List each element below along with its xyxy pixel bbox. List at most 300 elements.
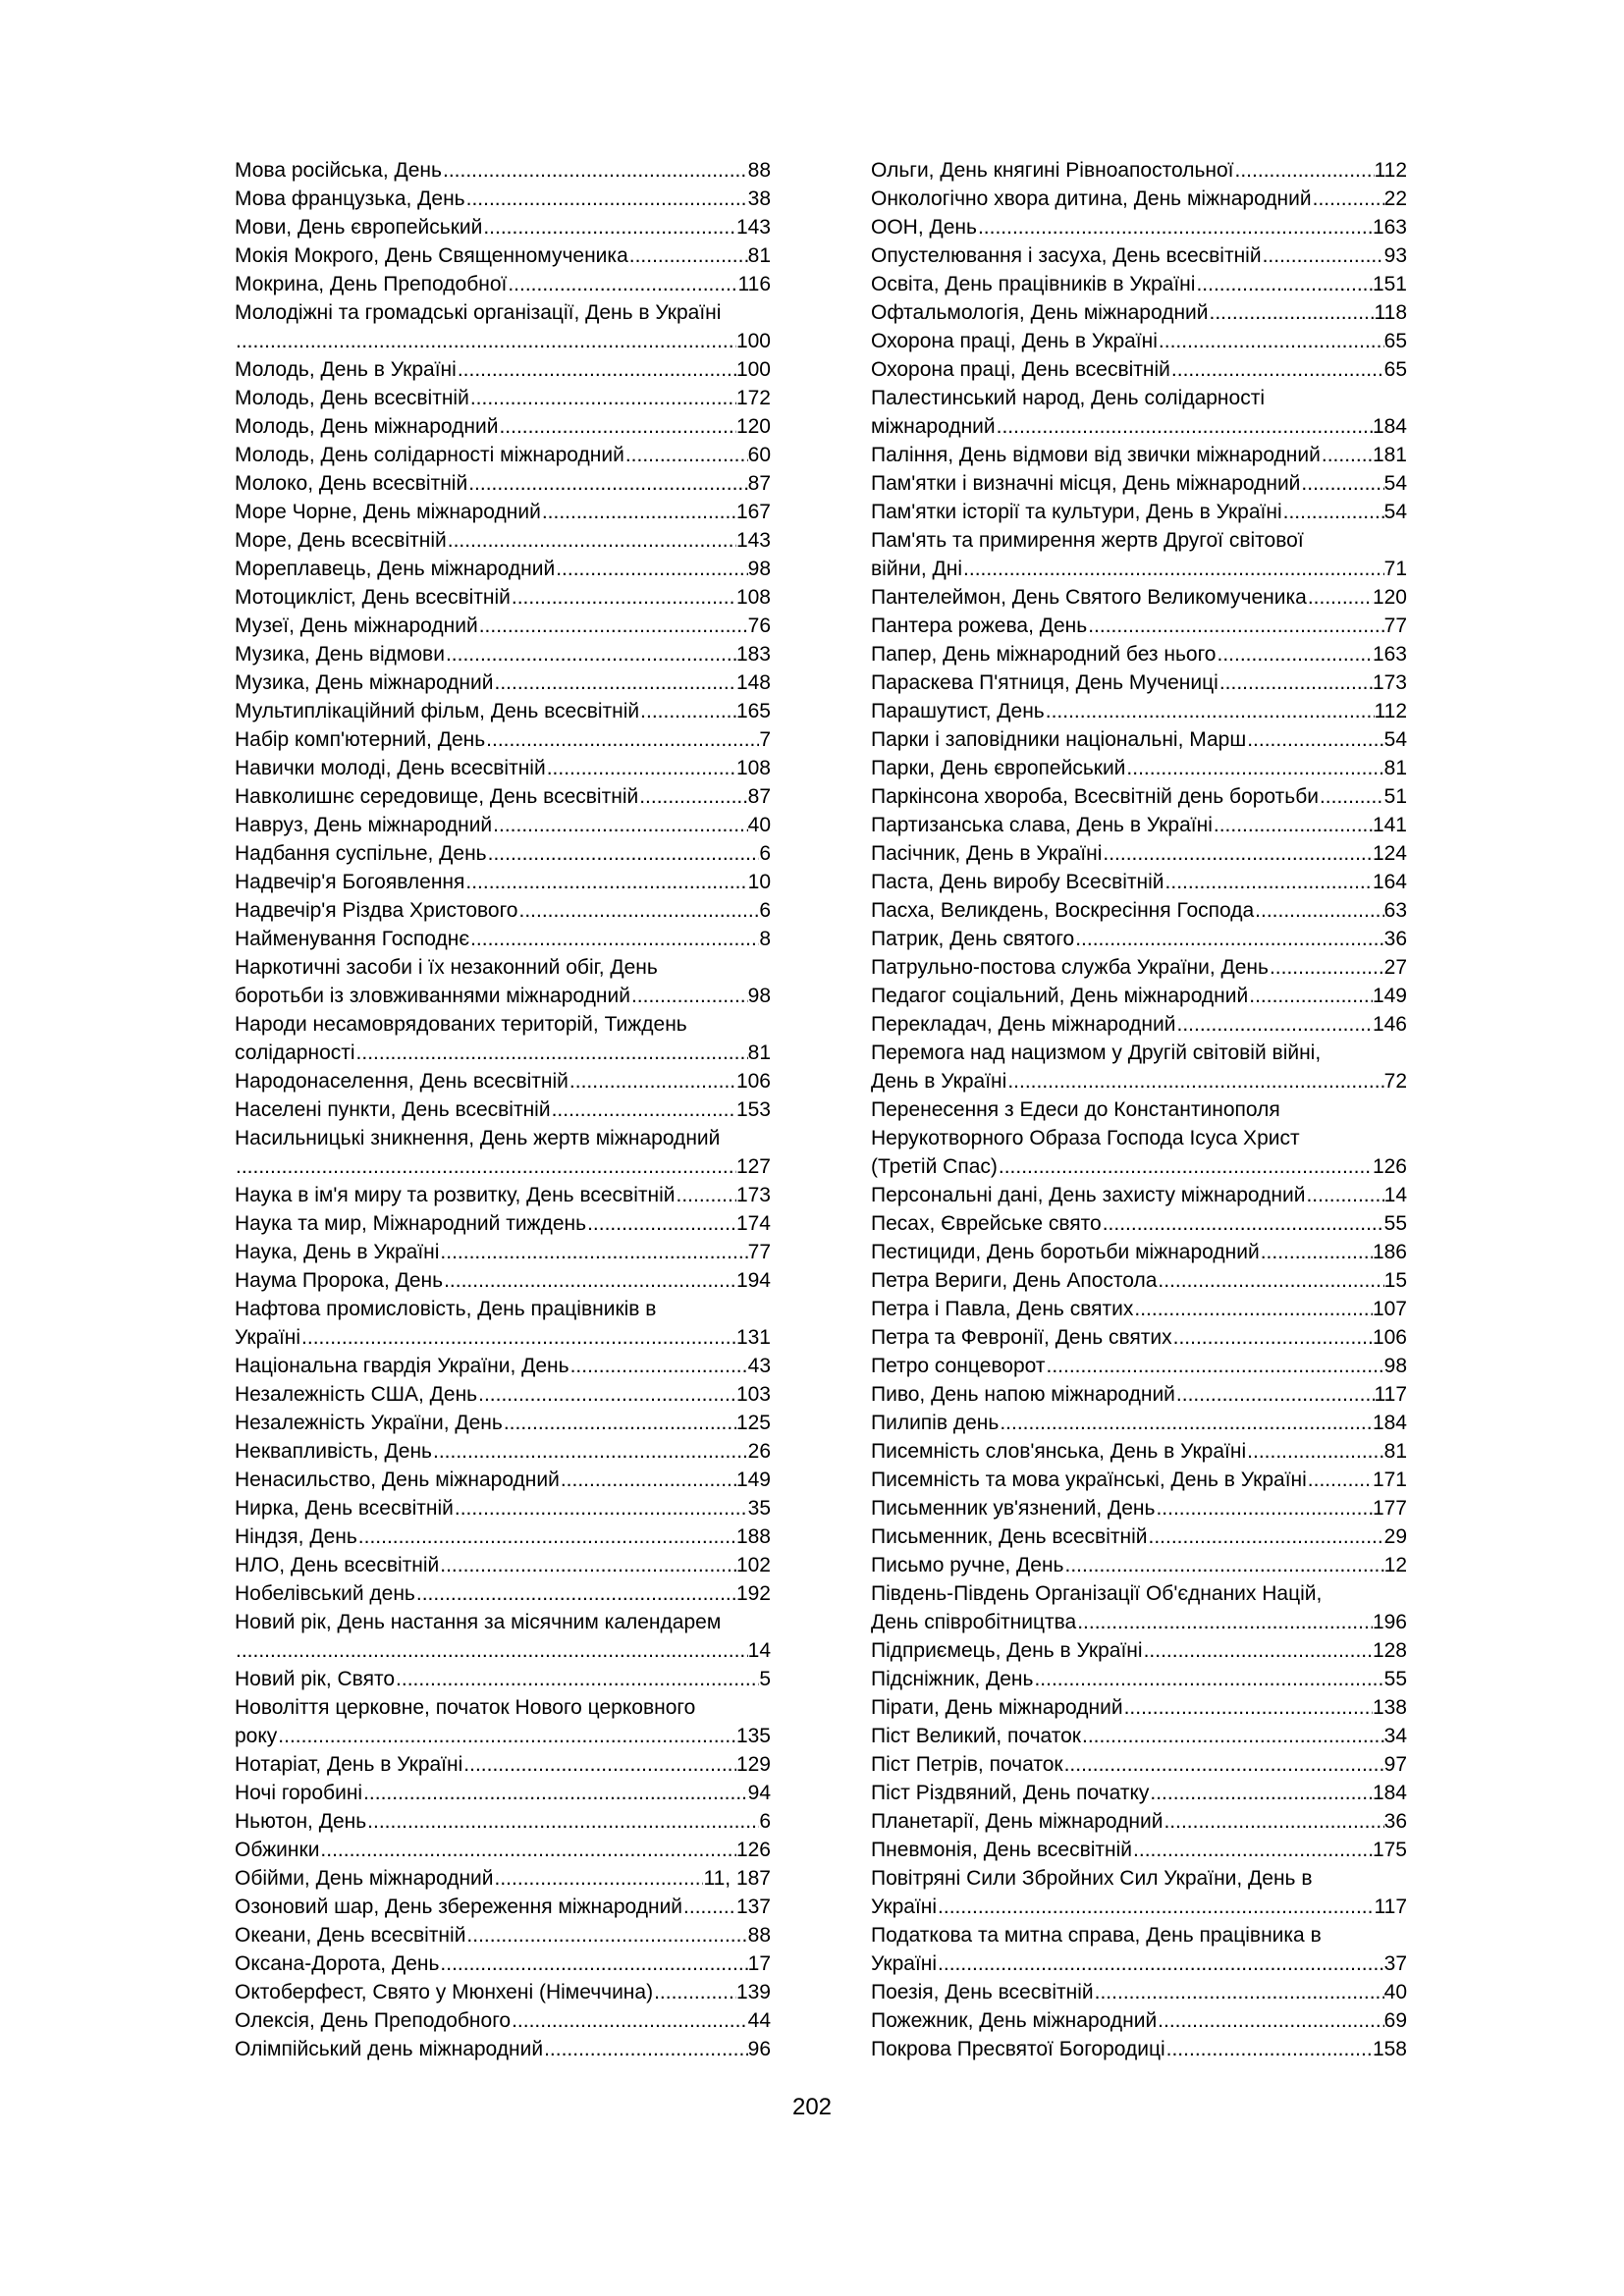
entry-term: Ньютон, День [235, 1810, 367, 1833]
index-entry [871, 612, 1407, 640]
entry-last-line [871, 1665, 1407, 1693]
entry-last-line [871, 1750, 1407, 1779]
dot-leader [1133, 1295, 1373, 1323]
entry-page-number: 175 [1372, 1839, 1407, 1861]
index-entry [235, 185, 771, 213]
entry-last-line [235, 1437, 771, 1466]
entry-term-line: Повітряні Сили Збройних Сил України, День в [871, 1867, 1313, 1890]
dot-leader [457, 355, 736, 384]
index-entry [235, 612, 771, 640]
entry-term: Україні [871, 1896, 938, 1918]
index-entry [871, 526, 1407, 583]
entry-last-line [235, 412, 771, 441]
entry-page-number: 8 [759, 928, 771, 950]
index-entry [871, 1551, 1407, 1579]
index-entry [871, 1522, 1407, 1551]
index-entry [871, 925, 1407, 953]
entry-term-line: Народи несамоврядованих територій, Тиждень [235, 1013, 687, 1036]
entry-last-line [235, 868, 771, 896]
index-entry [871, 697, 1407, 725]
entry-page-number: 17 [747, 1952, 771, 1975]
dot-leader [1006, 1067, 1383, 1095]
entry-term: Паління, День відмови від звички міжнародний [871, 444, 1321, 466]
entry-term: Навколишнє середовище, День всесвітній [235, 785, 639, 808]
index-entry [871, 1380, 1407, 1409]
entry-term: Олексія, День Преподобного [235, 2009, 512, 2032]
dot-leader [319, 1836, 736, 1864]
dot-leader [1155, 1494, 1373, 1522]
index-entry [235, 1665, 771, 1693]
dot-leader [1319, 782, 1384, 811]
dot-leader [639, 697, 736, 725]
entry-term: Онкологічно хвора дитина, День міжнародний [871, 187, 1312, 210]
dot-leader [1269, 953, 1384, 982]
entry-page-number: 184 [1372, 1782, 1407, 1804]
entry-page-number: 97 [1383, 1753, 1407, 1776]
entry-last-line [235, 1209, 771, 1238]
entry-last-line [235, 270, 771, 298]
entry-last-line [871, 896, 1407, 925]
dot-leader [357, 1522, 736, 1551]
index-entry [235, 1807, 771, 1836]
dot-leader [1081, 1722, 1384, 1750]
entry-term: Педагог соціальний, День міжнародний [871, 985, 1249, 1007]
entry-page-number: 77 [1383, 614, 1407, 637]
index-entry [871, 1750, 1407, 1779]
entry-page-number: 34 [1383, 1725, 1407, 1747]
index-entry [871, 782, 1407, 811]
entry-last-line [871, 1152, 1407, 1181]
entry-last-line [871, 839, 1407, 868]
entry-term: Озоновий шар, День збереження міжнародний [235, 1896, 683, 1918]
entry-term: Національна гвардія України, День [235, 1355, 569, 1377]
entry-term: Октоберфест, Свято у Мюнхені (Німеччина) [235, 1981, 654, 2003]
index-entry [235, 241, 771, 270]
entry-page-number: 55 [1383, 1668, 1407, 1690]
dot-leader [1305, 1181, 1383, 1209]
entry-page-number: 102 [735, 1554, 771, 1576]
index-entry [871, 1579, 1407, 1636]
dot-leader [467, 469, 747, 498]
entry-term: Мореплавець, День міжнародний [235, 558, 556, 580]
entry-term: Навруз, День міжнародний [235, 814, 493, 836]
entry-term: День в Україні [871, 1070, 1007, 1093]
dot-leader [465, 1921, 747, 1949]
entry-term: Молодь, День в Україні [235, 358, 457, 381]
entry-last-line [871, 1551, 1407, 1579]
entry-term: Покрова Пресвятої Богородиці [871, 2038, 1165, 2060]
index-entry [871, 1779, 1407, 1807]
entry-page-number: 108 [735, 586, 771, 609]
entry-last-line [871, 1494, 1407, 1522]
index-entry [235, 1380, 771, 1409]
entry-last-line [235, 1323, 771, 1352]
entry-term: Наума Пророка, День [235, 1269, 444, 1292]
entry-page-number: 184 [1372, 415, 1407, 438]
dot-leader [1076, 1608, 1373, 1636]
entry-last-line [235, 1978, 771, 2006]
entry-last-line [235, 1466, 771, 1494]
dot-leader [998, 1152, 1373, 1181]
dot-leader [1102, 839, 1373, 868]
entry-term: Молодь, День всесвітній [235, 387, 469, 409]
dot-leader [569, 1352, 748, 1380]
index-entry [871, 1352, 1407, 1380]
dot-leader [439, 1238, 747, 1266]
entry-page-number: 29 [1383, 1525, 1407, 1548]
dot-leader [415, 1579, 736, 1608]
entry-last-line [871, 1836, 1407, 1864]
dot-leader [1175, 1010, 1372, 1039]
dot-leader [465, 185, 748, 213]
index-entry [871, 327, 1407, 355]
entry-term: Парки і заповідники національні, Марш [871, 728, 1247, 751]
entry-last-line [235, 1181, 771, 1209]
dot-leader [628, 241, 748, 270]
entry-term: Мови, День європейський [235, 216, 483, 239]
entry-last-line [871, 441, 1407, 469]
dot-leader [1158, 327, 1384, 355]
dot-leader [560, 1466, 736, 1494]
entry-page-number: 7 [759, 728, 771, 751]
entry-last-line [871, 241, 1407, 270]
entry-page-number: 183 [735, 643, 771, 666]
entry-last-line [871, 412, 1407, 441]
entry-term: Патрульно-постова служба України, День [871, 956, 1269, 979]
index-entry [871, 1807, 1407, 1836]
index-entry [871, 1722, 1407, 1750]
dot-leader [1254, 896, 1383, 925]
entry-page-number: 14 [747, 1639, 771, 1662]
entry-last-line [235, 1352, 771, 1380]
entry-term: Нобелівський день [235, 1582, 415, 1605]
entry-last-line [235, 1380, 771, 1409]
entry-last-line [235, 327, 771, 355]
index-entry [235, 1893, 771, 1921]
entry-term: Пірати, День міжнародний [871, 1696, 1123, 1719]
dot-leader [1209, 298, 1375, 327]
index-entry [235, 811, 771, 839]
entry-last-line [235, 1238, 771, 1266]
dot-leader [485, 725, 759, 754]
entry-last-line [871, 811, 1407, 839]
dot-leader [507, 270, 737, 298]
entry-term: Параскева П'ятниця, День Мучениці [871, 671, 1218, 694]
index-entry [235, 896, 771, 925]
entry-term: НЛО, День всесвітній [235, 1554, 440, 1576]
entry-term: Офтальмологія, День міжнародний [871, 301, 1209, 324]
entry-page-number: 103 [735, 1383, 771, 1406]
entry-page-number: 93 [1383, 244, 1407, 267]
dot-leader [492, 811, 747, 839]
entry-term: Петра Вериги, День Апостола [871, 1269, 1158, 1292]
dot-leader [511, 583, 736, 612]
entry-page-number: 107 [1372, 1298, 1407, 1320]
entry-term: Парашутист, День [871, 700, 1045, 722]
entry-term-line: Перенесення з Едеси до Константинополя [871, 1098, 1280, 1121]
dot-leader [1147, 1522, 1383, 1551]
entry-page-number: 6 [759, 1810, 771, 1833]
entry-page-number: 186 [1372, 1241, 1407, 1263]
entry-last-line [235, 811, 771, 839]
index-entry [235, 1608, 771, 1665]
index-column-left [235, 156, 771, 2063]
entry-page-number: 38 [747, 187, 771, 210]
entry-last-line [235, 583, 771, 612]
entry-term: Ночі горобині [235, 1782, 363, 1804]
entry-page-number: 27 [1383, 956, 1407, 979]
entry-term: Ненасильство, День міжнародний [235, 1468, 560, 1491]
dot-leader [1125, 754, 1383, 782]
dot-leader [1033, 1665, 1383, 1693]
entry-last-line [871, 925, 1407, 953]
dot-leader [1157, 2006, 1383, 2035]
entry-last-line [871, 612, 1407, 640]
dot-leader [477, 1380, 736, 1409]
dot-leader [937, 1893, 1374, 1921]
index-entry [871, 1010, 1407, 1039]
entry-page-number: 137 [735, 1896, 771, 1918]
entry-page-number: 54 [1383, 501, 1407, 523]
entry-last-line [235, 1893, 771, 1921]
entry-page-number: 100 [735, 358, 771, 381]
entry-term: (Третій Спас) [871, 1155, 998, 1178]
index-entry [871, 498, 1407, 526]
index-entry [871, 1466, 1407, 1494]
entry-term: Молоко, День всесвітній [235, 472, 468, 495]
dot-leader [1234, 156, 1375, 185]
entry-page-number: 174 [735, 1212, 771, 1235]
index-entry [235, 156, 771, 185]
dot-leader [999, 1409, 1373, 1437]
entry-term: Наука, День в Україні [235, 1241, 440, 1263]
dot-leader [1094, 1978, 1384, 2006]
index-entry [871, 384, 1407, 441]
index-entry [871, 156, 1407, 185]
index-entry [871, 355, 1407, 384]
entry-term: Писемність та мова українські, День в Україні [871, 1468, 1307, 1491]
dot-leader [977, 213, 1373, 241]
entry-page-number: 164 [1372, 871, 1407, 893]
index-entry [235, 355, 771, 384]
entry-last-line [235, 156, 771, 185]
entry-term: Море Чорне, День міжнародний [235, 501, 541, 523]
entry-page-number: 173 [735, 1184, 771, 1206]
index-entry [235, 1209, 771, 1238]
index-entry [235, 1551, 771, 1579]
entry-page-number: 6 [759, 842, 771, 865]
entry-term: Мотоцикліст, День всесвітній [235, 586, 511, 609]
index-entry [871, 1238, 1407, 1266]
entry-page-number: 12 [1383, 1554, 1407, 1576]
dot-leader [1300, 469, 1383, 498]
index-entry [871, 953, 1407, 982]
index-entry [235, 469, 771, 498]
entry-term: Пам'ятки історії та культури, День в Україні [871, 501, 1282, 523]
entry-term: року [235, 1725, 278, 1747]
entry-last-line [235, 1579, 771, 1608]
entry-last-line [235, 839, 771, 868]
entry-term-line: Насильницькі зникнення, День жертв міжнародний [235, 1127, 721, 1149]
entry-last-line [871, 754, 1407, 782]
index-entry [235, 1693, 771, 1750]
entry-last-line [871, 668, 1407, 697]
entry-last-line [235, 725, 771, 754]
index-entry [871, 2035, 1407, 2063]
index-entry [235, 213, 771, 241]
entry-term: Наука в ім'я миру та розвитку, День всесвітній [235, 1184, 676, 1206]
index-entry [235, 697, 771, 725]
entry-page-number: 127 [735, 1155, 771, 1178]
dot-leader [1063, 1750, 1384, 1779]
entry-last-line [871, 1722, 1407, 1750]
dot-leader [568, 1067, 736, 1095]
entry-page-number: 98 [747, 558, 771, 580]
index-entry [871, 1693, 1407, 1722]
entry-page-number: 98 [1383, 1355, 1407, 1377]
entry-last-line [871, 1323, 1407, 1352]
entry-last-line [871, 298, 1407, 327]
entry-term: Партизанська слава, День в Україні [871, 814, 1213, 836]
entry-page-number: 54 [1383, 472, 1407, 495]
entry-term: Охорона праці, День в Україні [871, 330, 1158, 352]
index-entry [235, 1352, 771, 1380]
entry-last-line [871, 1352, 1407, 1380]
entry-term-line: Новий рік, День настання за місячним календарем [235, 1611, 722, 1633]
dot-leader [447, 526, 736, 555]
entry-term: Паста, День виробу Всесвітній [871, 871, 1164, 893]
entry-term: Петро сонцеворот [871, 1355, 1046, 1377]
entry-page-number: 40 [1383, 1981, 1407, 2003]
index-entry [871, 1437, 1407, 1466]
entry-term: Освіта, День працівників в Україні [871, 273, 1196, 295]
index-entry [235, 1181, 771, 1209]
entry-page-number: 128 [1372, 1639, 1407, 1662]
index-entry [871, 469, 1407, 498]
index-entry [235, 384, 771, 412]
entry-term-line: Нерукотворного Образа Господа Ісуса Христ [871, 1127, 1300, 1149]
dot-leader [675, 1181, 735, 1209]
entry-last-line [871, 1181, 1407, 1209]
dot-leader [439, 1949, 747, 1978]
entry-term: ООН, День [871, 216, 977, 239]
entry-last-line [235, 1266, 771, 1295]
index-entry [235, 555, 771, 583]
index-entry [871, 896, 1407, 925]
dot-leader [494, 1864, 704, 1893]
dot-leader [1218, 668, 1373, 697]
entry-page-number: 149 [1372, 985, 1407, 1007]
index-entry [871, 1209, 1407, 1238]
entry-term: Пожежник, День міжнародний [871, 2009, 1158, 2032]
entry-last-line [235, 1836, 771, 1864]
dot-leader [1213, 811, 1373, 839]
index-entry [871, 441, 1407, 469]
entry-page-number: 148 [735, 671, 771, 694]
entry-term: Пасічник, День в Україні [871, 842, 1103, 865]
entry-page-number: 77 [747, 1241, 771, 1263]
entry-page-number: 65 [1383, 358, 1407, 381]
entry-term: Неквапливість, День [235, 1440, 432, 1463]
entry-term-line: Палестинський народ, День солідарності [871, 387, 1265, 409]
dot-leader [362, 1779, 748, 1807]
entry-page-number: 15 [1383, 1269, 1407, 1292]
entry-term: Нирка, День всесвітній [235, 1497, 454, 1520]
entry-page-number: 173 [1372, 671, 1407, 694]
entry-last-line [235, 1921, 771, 1949]
index-entry [235, 1010, 771, 1067]
index-entry [235, 270, 771, 298]
dot-leader [555, 555, 747, 583]
entry-term: Паркінсона хвороба, Всесвітній день боротьби [871, 785, 1319, 808]
entry-page-number: 5 [759, 1668, 771, 1690]
index-entry [871, 185, 1407, 213]
entry-page-number: 69 [1383, 2009, 1407, 2032]
entry-term: Піст Петрів, початок [871, 1753, 1063, 1776]
entry-term: Музика, День міжнародний [235, 671, 494, 694]
entry-last-line [871, 2035, 1407, 2063]
dot-leader [1046, 1352, 1384, 1380]
entry-page-number: 116 [737, 273, 771, 295]
entry-last-line [871, 640, 1407, 668]
entry-term: Пам'ятки і визначні місця, День міжнародний [871, 472, 1301, 495]
dot-leader [1312, 185, 1384, 213]
entry-term: Писемність слов'янська, День в Україні [871, 1440, 1247, 1463]
dot-leader [511, 2006, 748, 2035]
entry-last-line [871, 1693, 1407, 1722]
entry-last-line [235, 1779, 771, 1807]
dot-leader [1175, 1380, 1375, 1409]
entry-term: Планетарії, День міжнародний [871, 1810, 1164, 1833]
index-entry [871, 1921, 1407, 1978]
entry-page-number: 26 [747, 1440, 771, 1463]
dot-leader [235, 1636, 748, 1665]
entry-term: Незалежність США, День [235, 1383, 478, 1406]
entry-last-line [871, 982, 1407, 1010]
entry-term: Море, День всесвітній [235, 529, 447, 552]
entry-page-number: 149 [735, 1468, 771, 1491]
entry-page-number: 76 [747, 614, 771, 637]
index-entry [871, 2006, 1407, 2035]
entry-last-line [235, 1494, 771, 1522]
index-column-right [871, 156, 1407, 2063]
entry-page-number: 44 [747, 2009, 771, 2032]
entry-page-number: 54 [1383, 728, 1407, 751]
entry-last-line [235, 498, 771, 526]
dot-leader [1123, 1693, 1373, 1722]
index-entry [235, 1978, 771, 2006]
entry-last-line [235, 668, 771, 697]
entry-page-number: 192 [735, 1582, 771, 1605]
entry-last-line [871, 185, 1407, 213]
entry-page-number: 81 [747, 1041, 771, 1064]
dot-leader [235, 1152, 736, 1181]
index-entry [235, 583, 771, 612]
entry-term: Мова російська, День [235, 159, 442, 182]
dot-leader [300, 1323, 736, 1352]
entry-page-number: 51 [1383, 785, 1407, 808]
entry-last-line [235, 1722, 771, 1750]
index-entry [871, 868, 1407, 896]
entry-page-number: 129 [735, 1753, 771, 1776]
entry-page-number: 108 [735, 757, 771, 779]
entry-term: Персональні дані, День захисту міжнародний [871, 1184, 1306, 1206]
index-entry [235, 1864, 771, 1893]
entry-term: Підсніжник, День [871, 1668, 1034, 1690]
entry-term: Надбання суспільне, День [235, 842, 487, 865]
entry-page-number: 184 [1372, 1412, 1407, 1434]
entry-term: Перекладач, День міжнародний [871, 1013, 1176, 1036]
